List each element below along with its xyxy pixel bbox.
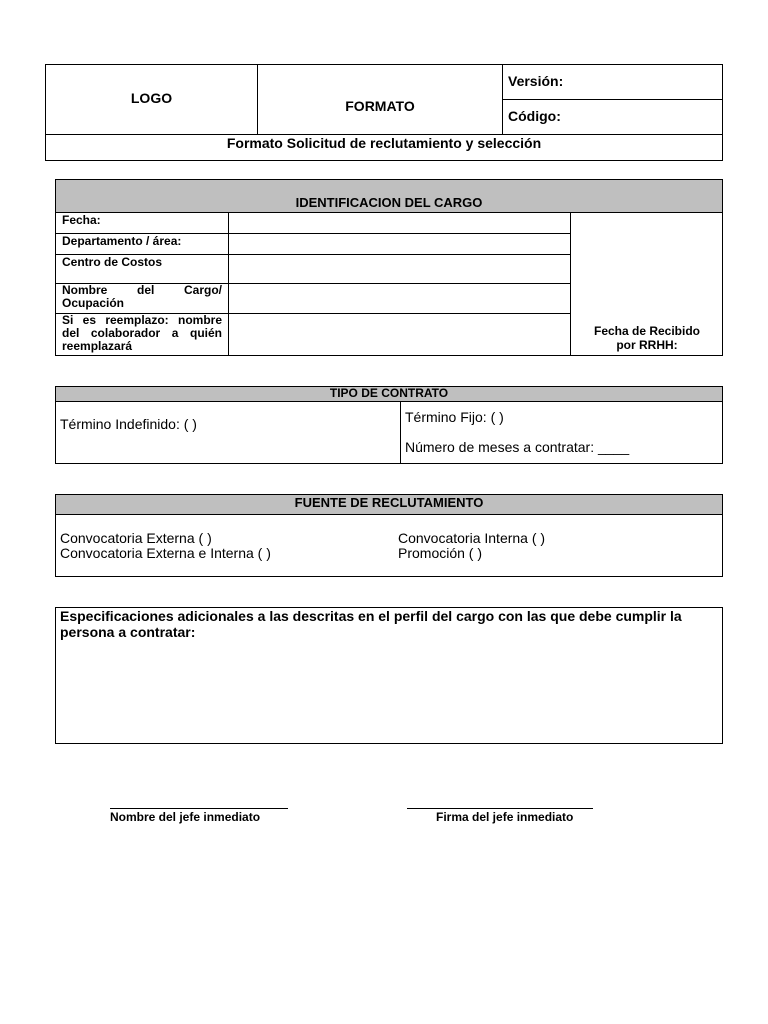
numero-meses-field[interactable]: Número de meses a contratar: ____ [405,439,630,455]
formato-label: FORMATO [345,98,415,114]
form-title: Formato Solicitud de reclutamiento y selección [226,135,542,151]
fecha-recibido-label: Fecha de Recibido por RRHH: [593,324,701,352]
nombre-jefe-label: Nombre del jefe inmediato [110,810,261,824]
promocion-option[interactable]: Promoción ( ) [398,545,483,561]
especificaciones-text: Especificaciones adicionales a las descritas en el perfil del cargo con las que debe cumplir la persona a contratar: [60,608,682,640]
convocatoria-externa-option[interactable]: Convocatoria Externa ( ) [60,530,212,546]
convocatoria-externa-interna-option[interactable]: Convocatoria Externa e Interna ( ) [60,545,271,561]
centro-costos-field[interactable] [229,255,570,283]
centro-costos-label: Centro de Costos [62,255,163,269]
codigo-label: Código: [508,108,561,124]
firma-jefe-line [407,808,593,809]
identificacion-heading: IDENTIFICACION DEL CARGO [295,195,483,210]
nombre-cargo-label: Nombre del Cargo/ Ocupación [62,283,222,310]
fuente-heading: FUENTE DE RECLUTAMIENTO [294,495,484,510]
nombre-cargo-field[interactable] [229,284,570,313]
reemplazo-label: Si es reemplazo: nombre del colaborador a quién reemplazará [62,313,222,353]
reemplazo-field[interactable] [229,314,570,355]
termino-indefinido-option[interactable]: Término Indefinido: ( ) [60,416,197,432]
firma-jefe-label: Firma del jefe inmediato [436,810,574,824]
tipo-contrato-heading: TIPO DE CONTRATO [329,386,449,400]
fecha-label: Fecha: [62,213,101,227]
nombre-jefe-line [110,808,288,809]
departamento-label: Departamento / área: [62,234,182,248]
departamento-field[interactable] [229,234,570,254]
fecha-field[interactable] [229,213,570,233]
logo-placeholder: LOGO [130,90,173,106]
termino-fijo-option[interactable]: Término Fijo: ( ) [405,409,504,425]
convocatoria-interna-option[interactable]: Convocatoria Interna ( ) [398,530,546,546]
version-label: Versión: [508,73,564,89]
